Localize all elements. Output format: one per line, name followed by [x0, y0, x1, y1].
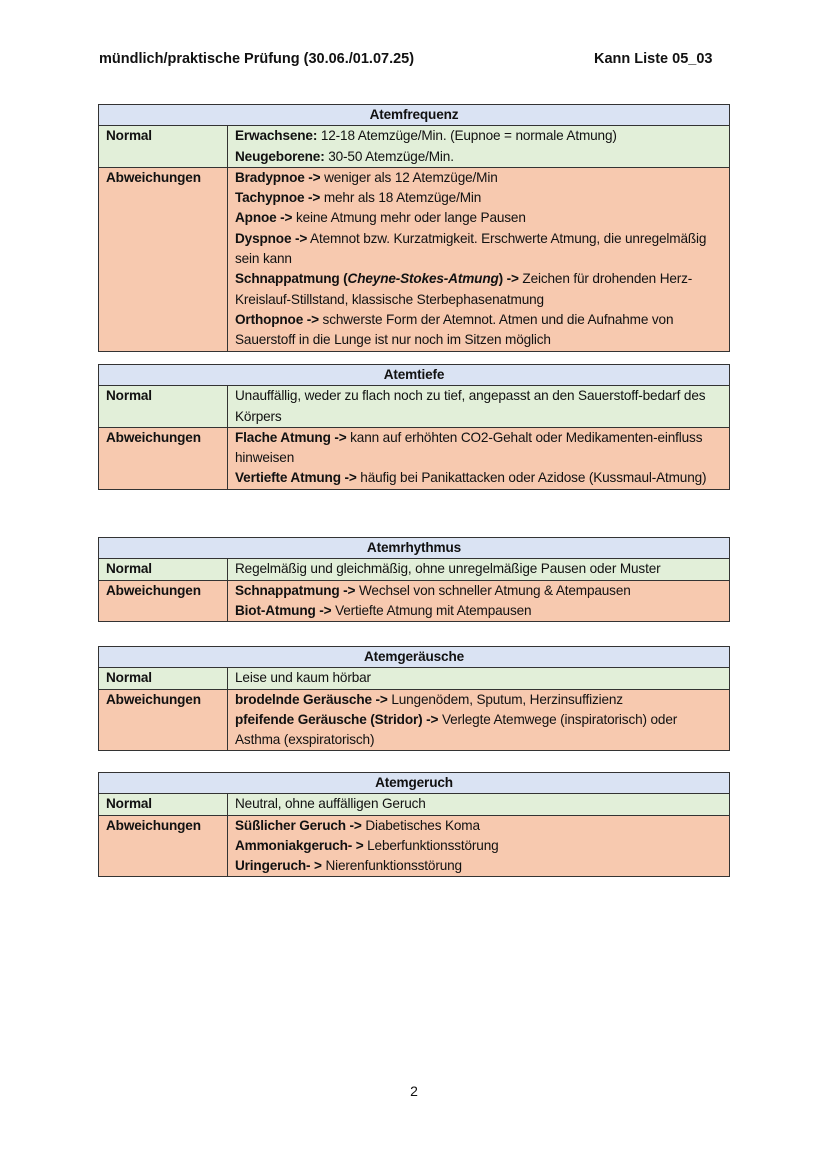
- deviation-row: [99, 580, 730, 622]
- normal-content: [228, 559, 730, 580]
- deviation-row: [99, 815, 730, 877]
- entry: [235, 208, 722, 228]
- table-title: Atemtiefe: [99, 365, 730, 386]
- entry: [235, 188, 722, 208]
- entry: [235, 147, 722, 167]
- table-atemgeruch: [98, 772, 730, 877]
- entry: [235, 269, 722, 310]
- entry: [235, 710, 722, 751]
- table-atemfrequenz: [98, 104, 730, 352]
- entry: [235, 601, 722, 621]
- entry: [235, 559, 722, 579]
- entry: [235, 468, 722, 488]
- entry: [235, 794, 722, 814]
- entry-text: 12-18 Atemzüge/Min. (Eupnoe = normale Atmung): [317, 128, 617, 144]
- entry-text: häufig bei Panikattacken oder Azidose (Kussmaul-Atmung): [356, 470, 707, 486]
- entry: [235, 428, 722, 469]
- entry-text: Unauffällig, weder zu flach noch zu tief, angepasst an den Sauerstoff-bedarf des Körpers: [235, 388, 706, 424]
- entry-text: Vertiefte Atmung mit Atempausen: [331, 602, 532, 618]
- deviation-row: [99, 167, 730, 351]
- entry-text: 30-50 Atemzüge/Min.: [324, 148, 454, 164]
- entry-term: Uringeruch- >: [235, 858, 322, 874]
- entry-term: Apnoe ->: [235, 210, 293, 226]
- normal-row: [99, 126, 730, 168]
- row-label: Normal: [99, 794, 228, 815]
- deviation-content: [228, 427, 730, 489]
- entry-text: Leise und kaum hörbar: [235, 670, 371, 686]
- entry-text: kann auf erhöhten CO2-Gehalt oder Medikamenten-einfluss hinweisen: [235, 429, 703, 466]
- row-label: Abweichungen: [99, 689, 228, 751]
- entry: [235, 690, 722, 710]
- entry-text: Atemnot bzw. Kurzatmigkeit. Erschwerte Atmung, die unregelmäßig sein kann: [235, 230, 707, 267]
- entry-text: Regelmäßig und gleichmäßig, ohne unregelmäßige Pausen oder Muster: [235, 561, 661, 577]
- entry-term: Flache Atmung ->: [235, 429, 347, 445]
- entry-term: Neugeborene:: [235, 148, 325, 164]
- table-atemrhythmus: [98, 537, 730, 622]
- entry-term: Orthopnoe ->: [235, 311, 319, 327]
- row-label: Normal: [99, 126, 228, 168]
- table-title: Atemgeräusche: [99, 647, 730, 668]
- entry-text: Lungenödem, Sputum, Herzinsuffizienz: [387, 691, 623, 707]
- normal-row: [99, 668, 730, 689]
- entry-term: Biot-Atmung ->: [235, 602, 332, 618]
- row-label: Abweichungen: [99, 580, 228, 622]
- entry-term: Bradypnoe ->: [235, 169, 321, 185]
- entry-term: pfeifende Geräusche (Stridor) ->: [235, 711, 439, 727]
- entry-text: Leberfunktionsstörung: [363, 837, 499, 853]
- entry: [235, 229, 722, 270]
- normal-content: [228, 386, 730, 428]
- deviation-row: [99, 689, 730, 751]
- entry: [235, 856, 722, 876]
- table-atemgeräusche: [98, 646, 730, 751]
- entry-text: Zeichen für drohenden Herz-Kreislauf-Stillstand, klassische Sterbephasenatmung: [235, 271, 693, 307]
- table-title: Atemrhythmus: [99, 538, 730, 559]
- entry-term: Dyspnoe ->: [235, 230, 308, 246]
- entry-term-italic: Cheyne-Stokes-Atmung: [347, 271, 499, 287]
- entry-text: Verlegte Atemwege (inspiratorisch) oder Asthma (exspiratorisch): [235, 711, 678, 748]
- row-label: Normal: [99, 559, 228, 580]
- entry-text: Nierenfunktionsstörung: [321, 858, 462, 874]
- entry: [235, 168, 722, 188]
- entry-text: mehr als 18 Atemzüge/Min: [320, 190, 482, 206]
- row-label: Normal: [99, 386, 228, 428]
- entry-text: weniger als 12 Atemzüge/Min: [320, 169, 498, 185]
- header-list-id: Kann Liste 05_03: [594, 51, 713, 67]
- normal-row: [99, 559, 730, 580]
- header-title: mündlich/praktische Prüfung (30.06./01.07.25): [99, 51, 415, 67]
- entry: [235, 581, 722, 601]
- entry-term: Ammoniakgeruch- >: [235, 837, 364, 853]
- entry-text: Diabetisches Koma: [361, 817, 480, 833]
- entry: [235, 836, 722, 856]
- entry-term: brodelnde Geräusche ->: [235, 691, 388, 707]
- page-number: 2: [410, 1083, 418, 1099]
- entry-term: Erwachsene:: [235, 128, 318, 144]
- entry-term-suffix: ) ->: [498, 271, 519, 287]
- deviation-content: [228, 815, 730, 877]
- entry-term: Tachypnoe ->: [235, 190, 321, 206]
- entry-term: Schnappatmung (: [235, 271, 348, 287]
- deviation-row: [99, 427, 730, 489]
- entry: [235, 386, 722, 427]
- normal-content: [228, 126, 730, 168]
- normal-row: [99, 386, 730, 428]
- entry-text: keine Atmung mehr oder lange Pausen: [292, 210, 526, 226]
- deviation-content: [228, 689, 730, 751]
- normal-row: [99, 794, 730, 815]
- row-label: Abweichungen: [99, 815, 228, 877]
- entry: [235, 668, 722, 688]
- entry-text: Wechsel von schneller Atmung & Atempausen: [355, 582, 631, 598]
- entry: [235, 816, 722, 836]
- entry-text: Neutral, ohne auffälligen Geruch: [235, 796, 426, 812]
- entry: [235, 126, 722, 146]
- deviation-content: [228, 167, 730, 351]
- entry-term: Süßlicher Geruch ->: [235, 817, 362, 833]
- table-title: Atemfrequenz: [99, 105, 730, 126]
- row-label: Abweichungen: [99, 427, 228, 489]
- deviation-content: [228, 580, 730, 622]
- row-label: Normal: [99, 668, 228, 689]
- table-title: Atemgeruch: [99, 773, 730, 794]
- normal-content: [228, 794, 730, 815]
- row-label: Abweichungen: [99, 167, 228, 351]
- entry-term: Schnappatmung ->: [235, 582, 356, 598]
- entry-text: schwerste Form der Atemnot. Atmen und die Aufnahme von Sauerstoff in die Lunge ist nur noch im Sitzen möglich: [235, 311, 674, 348]
- entry: [235, 310, 722, 351]
- normal-content: [228, 668, 730, 689]
- table-atemtiefe: [98, 364, 730, 490]
- entry-term: Vertiefte Atmung ->: [235, 470, 357, 486]
